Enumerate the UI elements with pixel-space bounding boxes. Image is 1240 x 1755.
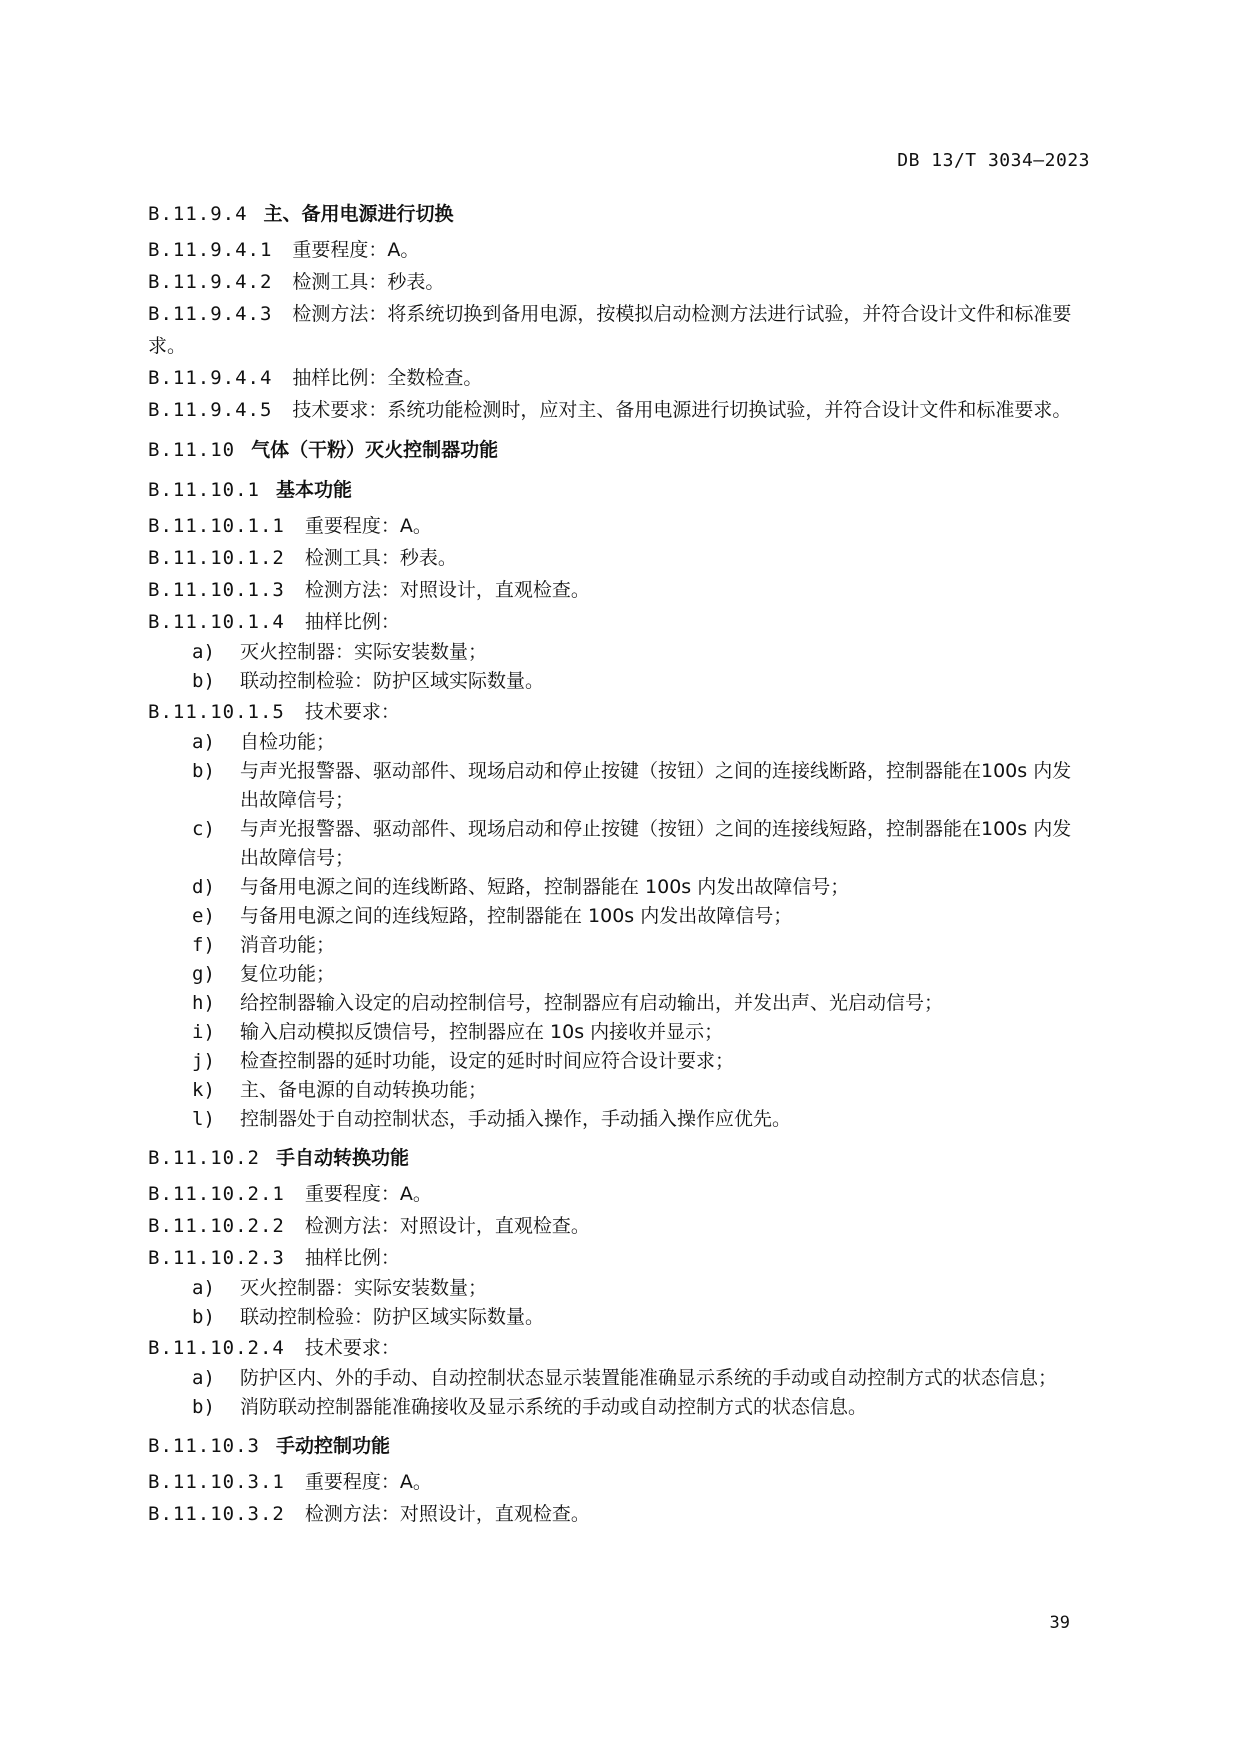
clause-text: 检测工具：秒表。 bbox=[292, 271, 445, 293]
list-marker: i) bbox=[192, 1021, 215, 1043]
list-item-text: 消防联动控制器能准确接收及显示系统的手动或自动控制方式的状态信息。 bbox=[240, 1396, 868, 1418]
clause-number: B.11.10.3 bbox=[148, 1435, 260, 1457]
clause-text: 检测方法：对照设计，直观检查。 bbox=[304, 1215, 590, 1237]
clause-number: B.11.10.2.2 bbox=[148, 1215, 285, 1237]
list-item bbox=[148, 1274, 1090, 1303]
section-heading bbox=[148, 1430, 1090, 1462]
clause-paragraph bbox=[148, 1242, 1090, 1274]
clause-text: 手动控制功能 bbox=[275, 1435, 390, 1457]
section-heading bbox=[148, 1142, 1090, 1174]
list-marker: c) bbox=[192, 818, 215, 840]
list-item bbox=[148, 815, 1090, 873]
clause-paragraph bbox=[148, 542, 1090, 574]
list-marker: f) bbox=[192, 934, 215, 956]
clause-text: 检测方法：将系统切换到备用电源，按模拟启动检测方法进行试验，并符合设计文件和标准要求。 bbox=[148, 303, 1072, 357]
clause-paragraph bbox=[148, 510, 1090, 542]
clause-paragraph bbox=[148, 1210, 1090, 1242]
list-item-text: 检查控制器的延时功能，设定的延时时间应符合设计要求； bbox=[240, 1050, 735, 1072]
list-marker: a) bbox=[192, 1277, 215, 1299]
clause-paragraph bbox=[148, 1498, 1090, 1530]
clause-text: 重要程度：A。 bbox=[292, 239, 420, 261]
list-item bbox=[148, 1018, 1090, 1047]
list-item bbox=[148, 667, 1090, 696]
clause-number: B.11.10.1.4 bbox=[148, 611, 285, 633]
list-item-text: 自检功能； bbox=[240, 731, 336, 753]
clause-number: B.11.9.4.1 bbox=[148, 239, 273, 261]
clause-number: B.11.10.3.2 bbox=[148, 1503, 285, 1525]
list-item bbox=[148, 1364, 1090, 1393]
list-item-text: 与声光报警器、驱动部件、现场启动和停止按键（按钮）之间的连接线短路，控制器能在100s 内发出故障信号； bbox=[240, 818, 1072, 869]
list-item bbox=[148, 960, 1090, 989]
list-marker: d) bbox=[192, 876, 215, 898]
list-item bbox=[148, 1105, 1090, 1134]
list-item-text: 灭火控制器：实际安装数量； bbox=[240, 1277, 488, 1299]
clause-number: B.11.10.3.1 bbox=[148, 1471, 285, 1493]
clause-number: B.11.9.4.5 bbox=[148, 399, 273, 421]
list-marker: b) bbox=[192, 760, 215, 782]
section-heading bbox=[148, 198, 1090, 230]
list-marker: b) bbox=[192, 1306, 215, 1328]
clause-text: 抽样比例： bbox=[304, 1247, 400, 1269]
clause-text: 手自动转换功能 bbox=[275, 1147, 409, 1169]
clause-paragraph bbox=[148, 362, 1090, 394]
clause-text: 技术要求： bbox=[304, 1337, 400, 1359]
clause-text: 检测工具：秒表。 bbox=[304, 547, 457, 569]
list-item-text: 主、备电源的自动转换功能； bbox=[240, 1079, 488, 1101]
clause-paragraph bbox=[148, 266, 1090, 298]
list-item bbox=[148, 873, 1090, 902]
section-heading bbox=[148, 434, 1090, 466]
clause-number: B.11.10.2.1 bbox=[148, 1183, 285, 1205]
list-marker: b) bbox=[192, 1396, 215, 1418]
clause-number: B.11.9.4.4 bbox=[148, 367, 273, 389]
clause-text: 技术要求： bbox=[304, 701, 400, 723]
list-marker: j) bbox=[192, 1050, 215, 1072]
clause-paragraph bbox=[148, 1466, 1090, 1498]
clause-paragraph bbox=[148, 1178, 1090, 1210]
clause-number: B.11.10.2.3 bbox=[148, 1247, 285, 1269]
clause-number: B.11.10.1.1 bbox=[148, 515, 285, 537]
document-code: DB 13/T 3034—2023 bbox=[897, 150, 1090, 171]
list-item bbox=[148, 1303, 1090, 1332]
list-marker: b) bbox=[192, 670, 215, 692]
clause-text: 重要程度：A。 bbox=[304, 1471, 432, 1493]
clause-number: B.11.9.4.3 bbox=[148, 303, 273, 325]
clause-text: 重要程度：A。 bbox=[304, 1183, 432, 1205]
list-item bbox=[148, 728, 1090, 757]
clause-number: B.11.10 bbox=[148, 439, 236, 461]
list-item bbox=[148, 989, 1090, 1018]
list-item-text: 与备用电源之间的连线断路、短路，控制器能在 100s 内发出故障信号； bbox=[240, 876, 850, 898]
list-item-text: 给控制器输入设定的启动控制信号，控制器应有启动输出，并发出声、光启动信号； bbox=[240, 992, 944, 1014]
document-body bbox=[148, 190, 1090, 1530]
clause-number: B.11.10.1.2 bbox=[148, 547, 285, 569]
list-marker: l) bbox=[192, 1108, 215, 1130]
list-item-text: 灭火控制器：实际安装数量； bbox=[240, 641, 488, 663]
list-marker: e) bbox=[192, 905, 215, 927]
list-item bbox=[148, 1393, 1090, 1422]
list-item-text: 联动控制检验：防护区域实际数量。 bbox=[240, 670, 545, 692]
clause-paragraph bbox=[148, 394, 1090, 426]
list-item bbox=[148, 1076, 1090, 1105]
clause-text: 技术要求：系统功能检测时，应对主、备用电源进行切换试验，并符合设计文件和标准要求。 bbox=[292, 399, 1072, 421]
clause-text: 气体（干粉）灭火控制器功能 bbox=[251, 439, 499, 461]
list-marker: a) bbox=[192, 731, 215, 753]
list-item bbox=[148, 902, 1090, 931]
clause-number: B.11.10.2 bbox=[148, 1147, 260, 1169]
page-number: 39 bbox=[1049, 1613, 1070, 1633]
list-item-text: 与声光报警器、驱动部件、现场启动和停止按键（按钮）之间的连接线断路，控制器能在100s 内发出故障信号； bbox=[240, 760, 1072, 811]
list-marker: k) bbox=[192, 1079, 215, 1101]
list-item-text: 输入启动模拟反馈信号，控制器应在 10s 内接收并显示； bbox=[240, 1021, 724, 1043]
clause-paragraph bbox=[148, 574, 1090, 606]
clause-paragraph bbox=[148, 234, 1090, 266]
clause-text: 重要程度：A。 bbox=[304, 515, 432, 537]
list-item-text: 联动控制检验：防护区域实际数量。 bbox=[240, 1306, 545, 1328]
list-item bbox=[148, 1047, 1090, 1076]
list-item bbox=[148, 757, 1090, 815]
list-marker: a) bbox=[192, 1367, 215, 1389]
list-item-text: 消音功能； bbox=[240, 934, 336, 956]
list-marker: a) bbox=[192, 641, 215, 663]
list-item-text: 防护区内、外的手动、自动控制状态显示装置能准确显示系统的手动或自动控制方式的状态信息； bbox=[240, 1367, 1058, 1389]
clause-number: B.11.9.4 bbox=[148, 203, 248, 225]
list-marker: g) bbox=[192, 963, 215, 985]
clause-number: B.11.10.1 bbox=[148, 479, 260, 501]
list-item-text: 控制器处于自动控制状态，手动插入操作，手动插入操作应优先。 bbox=[240, 1108, 792, 1130]
list-marker: h) bbox=[192, 992, 215, 1014]
list-item-text: 与备用电源之间的连线短路，控制器能在 100s 内发出故障信号； bbox=[240, 905, 793, 927]
clause-text: 检测方法：对照设计，直观检查。 bbox=[304, 579, 590, 601]
clause-paragraph bbox=[148, 696, 1090, 728]
list-item bbox=[148, 931, 1090, 960]
clause-number: B.11.10.1.3 bbox=[148, 579, 285, 601]
clause-paragraph bbox=[148, 298, 1090, 362]
clause-paragraph bbox=[148, 606, 1090, 638]
clause-text: 抽样比例：全数检查。 bbox=[292, 367, 483, 389]
clause-paragraph bbox=[148, 1332, 1090, 1364]
list-item-text: 复位功能； bbox=[240, 963, 336, 985]
clause-text: 主、备用电源进行切换 bbox=[263, 203, 454, 225]
clause-text: 基本功能 bbox=[275, 479, 352, 501]
section-heading bbox=[148, 474, 1090, 506]
clause-number: B.11.10.1.5 bbox=[148, 701, 285, 723]
list-item bbox=[148, 638, 1090, 667]
clause-number: B.11.10.2.4 bbox=[148, 1337, 285, 1359]
clause-number: B.11.9.4.2 bbox=[148, 271, 273, 293]
clause-text: 抽样比例： bbox=[304, 611, 400, 633]
clause-text: 检测方法：对照设计，直观检查。 bbox=[304, 1503, 590, 1525]
